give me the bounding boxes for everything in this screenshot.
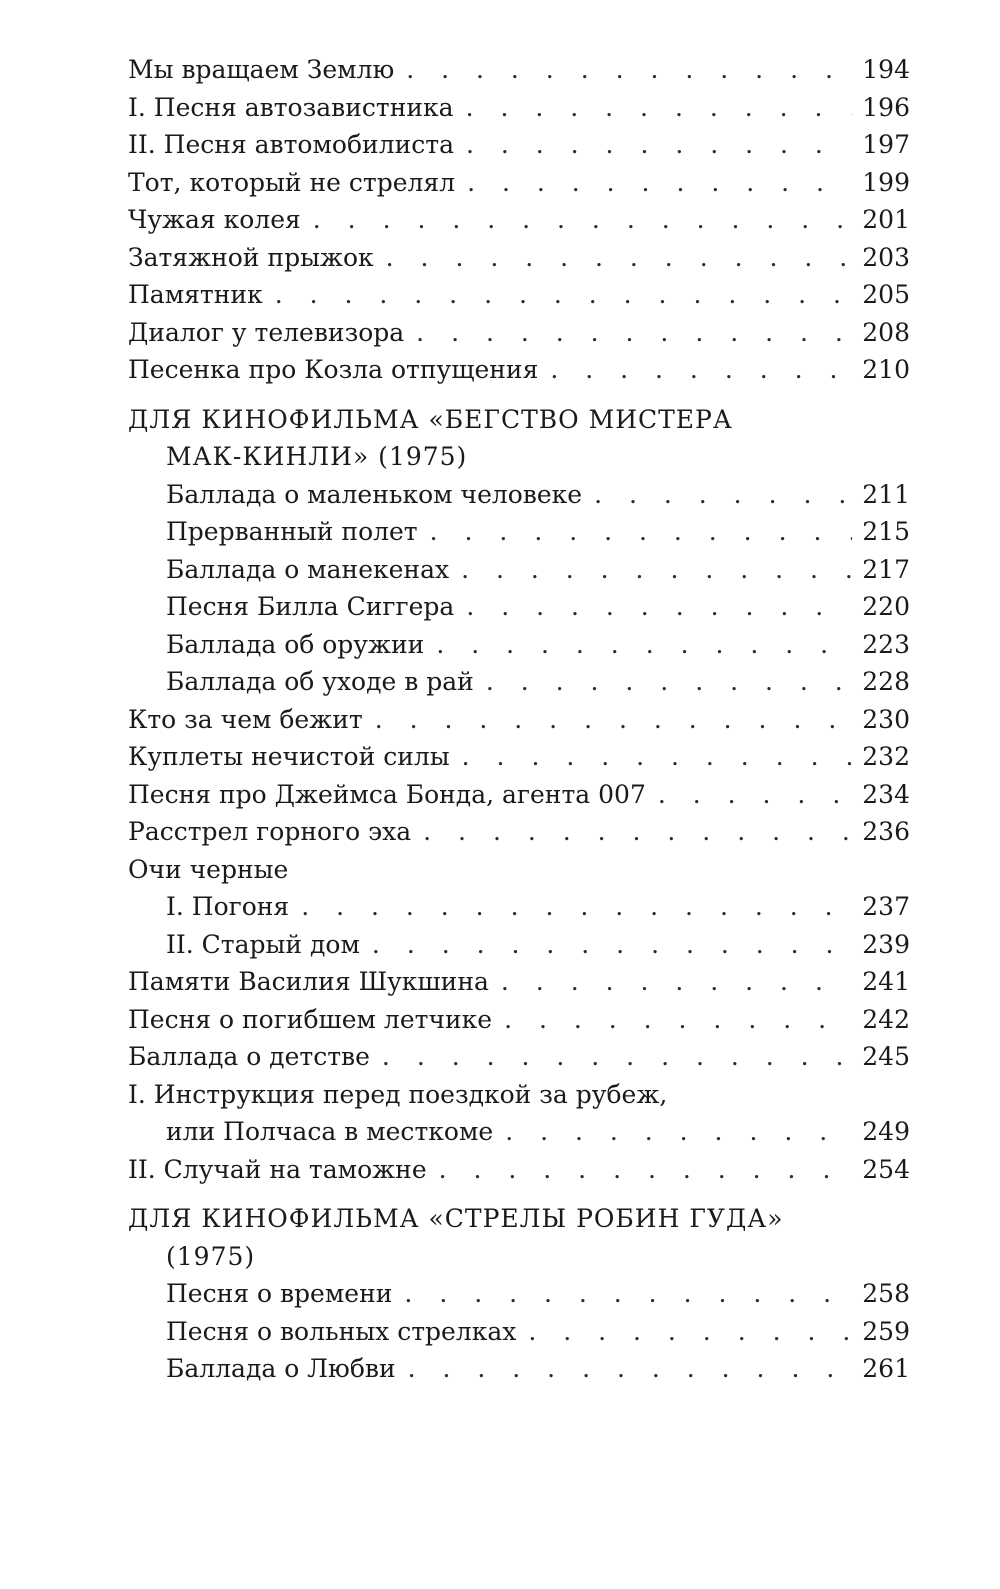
toc-entry-line1: [128, 1076, 910, 1114]
toc-entry[interactable]: [128, 738, 910, 776]
section-heading: [128, 1200, 910, 1275]
dot-leader: [505, 1113, 852, 1151]
dot-leader: [486, 663, 852, 701]
dot-leader: [658, 776, 852, 814]
dot-leader: [406, 51, 852, 89]
toc-entry-title: Баллада об оружии: [166, 629, 425, 659]
toc-entry-title: Песня про Джеймса Бонда, агента 007: [128, 779, 646, 809]
toc-entry[interactable]: [128, 551, 910, 589]
toc-entry-page: 223: [862, 629, 910, 659]
toc-entry-page: 241: [862, 967, 910, 996]
toc-entry[interactable]: [128, 314, 910, 352]
toc-entry-page: 230: [862, 704, 910, 734]
section-heading-line2: (1975): [166, 1241, 256, 1271]
dot-leader: [439, 1151, 852, 1189]
toc-entry-page: 203: [862, 242, 910, 272]
toc-entry[interactable]: [128, 351, 910, 389]
toc-entry[interactable]: [128, 888, 910, 926]
toc-entry-page: 261: [862, 1354, 910, 1383]
toc-entry-title: Баллада о детстве: [128, 1042, 370, 1071]
toc-entry[interactable]: [128, 201, 910, 239]
dot-leader: [313, 201, 852, 239]
toc-entry-page: 236: [862, 817, 910, 846]
toc-entry-title: II. Песня автомобилиста: [128, 130, 454, 159]
dot-leader: [461, 551, 852, 589]
toc-entry[interactable]: [128, 1313, 910, 1351]
dot-leader: [528, 1313, 852, 1351]
toc-entry-title: II. Старый дом: [166, 929, 360, 959]
toc-entry[interactable]: [128, 1350, 910, 1388]
toc-entry-title: Чужая колея: [128, 205, 301, 234]
toc-entry-page: 237: [862, 892, 910, 921]
toc-entry[interactable]: [128, 626, 910, 664]
dot-leader: [416, 314, 852, 352]
toc-entry-page: 245: [862, 1042, 910, 1071]
toc-entry[interactable]: [128, 476, 910, 514]
toc-entry-page: 201: [862, 205, 910, 234]
toc-entry[interactable]: [128, 813, 910, 851]
toc-entry-title: Песня о времени: [166, 1279, 393, 1308]
toc-entry-title: Затяжной прыжок: [128, 242, 374, 272]
toc-entry[interactable]: [128, 239, 910, 277]
dot-leader: [404, 1275, 852, 1313]
toc-entry-title: Прерванный полет: [166, 517, 418, 546]
toc-entry[interactable]: [128, 126, 910, 164]
toc-entry[interactable]: [128, 926, 910, 964]
dot-leader: [430, 513, 852, 551]
toc-entry[interactable]: [128, 1151, 910, 1189]
toc-entry-page: 194: [862, 55, 910, 84]
toc-group-title: [128, 851, 910, 889]
toc-entry-title: Памятник: [128, 280, 263, 309]
toc-entry-page: 215: [862, 517, 910, 546]
toc-entry-page: 249: [862, 1117, 910, 1146]
dot-leader: [466, 126, 852, 164]
dot-leader: [466, 588, 852, 626]
dot-leader: [467, 164, 852, 202]
toc-entry-title: Тот, который не стрелял: [128, 167, 456, 197]
toc-entry-title: Песенка про Козла отпущения: [128, 355, 539, 384]
table-of-contents: [128, 51, 910, 1388]
toc-entry-page: 220: [862, 592, 910, 621]
toc-entry[interactable]: [128, 701, 910, 739]
toc-entry[interactable]: [128, 89, 910, 127]
toc-entry[interactable]: [128, 1275, 910, 1313]
toc-entry-page: 196: [862, 92, 910, 122]
toc-entry-title: Диалог у телевизора: [128, 317, 405, 347]
toc-entry[interactable]: [128, 1113, 910, 1151]
toc-entry-page: 217: [862, 554, 910, 584]
dot-leader: [408, 1350, 852, 1388]
toc-entry-title: I. Инструкция перед поездкой за рубеж,: [128, 1079, 668, 1109]
dot-leader: [275, 276, 852, 314]
toc-entry[interactable]: [128, 513, 910, 551]
dot-leader: [550, 351, 852, 389]
toc-entry-page: 208: [862, 317, 910, 347]
toc-entry-title: Баллада о Любви: [166, 1354, 396, 1383]
dot-leader: [423, 813, 852, 851]
dot-leader: [375, 701, 852, 739]
toc-entry-title: Песня Билла Сиггера: [166, 592, 455, 621]
dot-leader: [462, 738, 852, 776]
section-heading-line1: ДЛЯ КИНОФИЛЬМА «БЕГСТВО МИСТЕРА: [128, 404, 733, 434]
toc-entry-page: 210: [862, 355, 910, 384]
dot-leader: [594, 476, 852, 514]
toc-entry-page: 228: [862, 667, 910, 696]
toc-entry-page: 205: [862, 280, 910, 309]
toc-entry-title: Баллада о манекенах: [166, 554, 450, 584]
dot-leader: [501, 963, 852, 1001]
dot-leader: [504, 1001, 852, 1039]
section-heading-line1: ДЛЯ КИНОФИЛЬМА «СТРЕЛЫ РОБИН ГУДА»: [128, 1204, 784, 1233]
toc-entry-title: I. Песня автозавистника: [128, 92, 454, 122]
dot-leader: [301, 888, 852, 926]
toc-entry[interactable]: [128, 1038, 910, 1076]
toc-entry-page: 254: [862, 1154, 910, 1184]
toc-entry[interactable]: [128, 1001, 910, 1039]
toc-entry-title: II. Случай на таможне: [128, 1154, 427, 1184]
toc-entry-title: Расстрел горного эха: [128, 817, 412, 846]
dot-leader: [386, 239, 852, 277]
toc-entry-page: 259: [862, 1316, 910, 1346]
toc-entry-title: Баллада о маленьком человеке: [166, 479, 583, 509]
toc-entry[interactable]: [128, 276, 910, 314]
toc-entry-title: Куплеты нечистой силы: [128, 742, 450, 771]
toc-entry-page: 197: [862, 130, 910, 159]
toc-entry-title: Баллада об уходе в рай: [166, 667, 474, 696]
toc-entry-title: Песня о погибшем летчике: [128, 1004, 493, 1034]
toc-entry-page: 258: [862, 1279, 910, 1308]
toc-entry[interactable]: [128, 663, 910, 701]
toc-entry-title-cont: или Полчаса в месткоме: [166, 1117, 494, 1146]
toc-entry-title: Кто за чем бежит: [128, 704, 363, 734]
toc-entry[interactable]: [128, 776, 910, 814]
dot-leader: [372, 926, 852, 964]
section-heading-line2: МАК-КИНЛИ» (1975): [166, 442, 468, 471]
dot-leader: [436, 626, 852, 664]
dot-leader: [466, 89, 852, 127]
toc-entry-page: 211: [862, 479, 910, 509]
toc-entry-page: 242: [862, 1004, 910, 1034]
toc-group-title-text: Очи черные: [128, 854, 289, 884]
toc-entry[interactable]: [128, 164, 910, 202]
toc-entry[interactable]: [128, 588, 910, 626]
toc-entry-page: 199: [862, 167, 910, 197]
toc-entry-title: I. Погоня: [166, 892, 290, 921]
section-heading: [128, 401, 910, 476]
toc-entry-title: Мы вращаем Землю: [128, 55, 395, 84]
toc-entry-page: 239: [862, 929, 910, 959]
toc-entry-title: Памяти Василия Шукшина: [128, 967, 489, 996]
dot-leader: [382, 1038, 852, 1076]
toc-entry-page: 234: [862, 779, 910, 809]
toc-entry[interactable]: [128, 51, 910, 89]
toc-entry-title: Песня о вольных стрелках: [166, 1316, 517, 1346]
toc-entry-page: 232: [862, 742, 910, 771]
toc-entry[interactable]: [128, 963, 910, 1001]
